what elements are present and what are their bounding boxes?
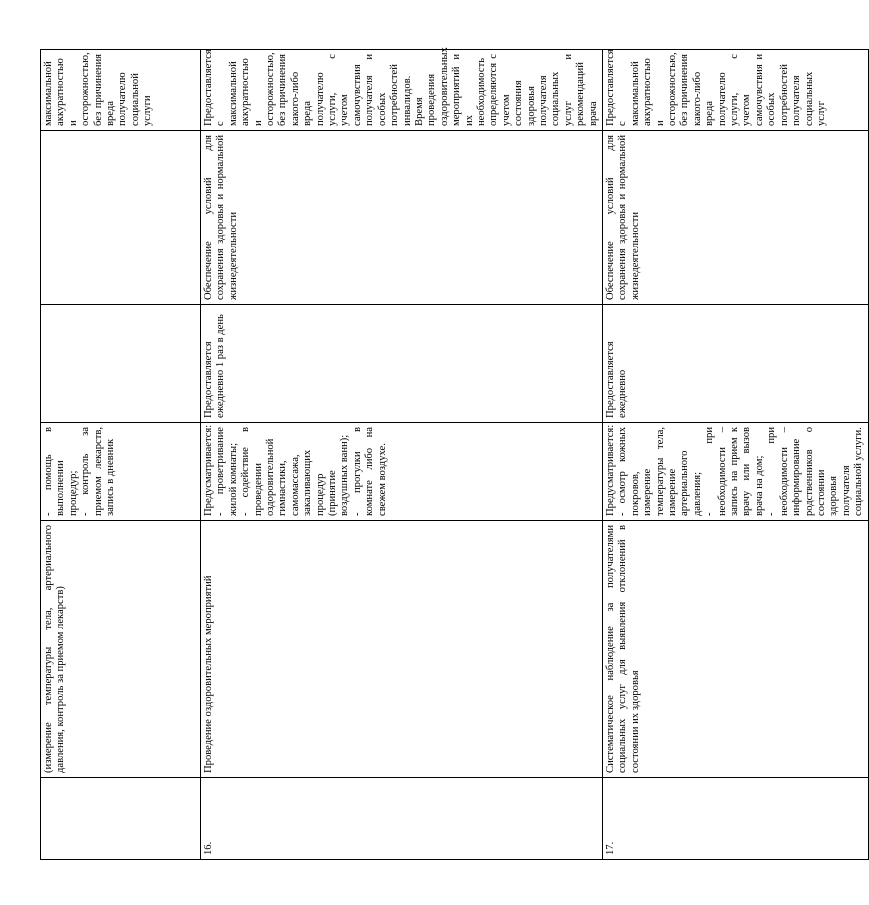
service-timing: Предоставляется ежедневно 1 раз в день [201,305,603,423]
content-line: - проветривание жилой комнаты; [215,427,239,516]
table-row [201,50,603,860]
service-timing: Предоставляется ежедневно [603,305,869,423]
content-line: - осмотр кожных покровов, измерение температуры тела, измерение артериального давления; [617,427,703,516]
table-row [41,50,201,860]
table-row [603,50,869,860]
row-number: 16. [201,778,603,860]
content-line: Предусматривается: [605,424,616,516]
service-conditions: Предоставляется с максимальной аккуратностью и осторожностью, без причинения какого-либо вреда получателю услуги, с учетом самочувствия и особых потребностей получателя социальных услуг [603,50,869,131]
service-purpose: Обеспечение условий для сохранения здоровья и нормальной жизнедеятельности [201,131,603,305]
service-name: Систематическое наблюдение за получателями социальных услуг для выявления отклонений в состоянии их здоровья [603,521,869,778]
service-content [201,423,603,521]
content-line: - при необходимости – информирование родственников о состоянии здоровья получателя социальной услуги. [766,427,865,516]
service-conditions: Предоставляется с максимальной аккуратностью и осторожностью, без причинения какого-либо вреда получателю услуги, с учетом самочувствия получателя и особых потребностей инвалидов. Время проведения оздоровительных мероприятий и их необходимость определяются с учетом состояния здоровья получателя социальных услуг и рекомендаций врача [201,50,603,131]
service-name: (измерение температуры тела, артериального давления, контроль за приемом лекарств) [41,521,201,778]
content-line: Предусматривается: [203,424,214,516]
service-content [41,423,201,521]
content-line: - содействие в проведении оздоровительной гимнастики, самомассажа, закаливающих процедур (принятие воздушных ванн); [240,427,351,516]
content-line: - контроль за приемом лекарств, запись в дневник [80,427,117,516]
service-timing [41,305,201,423]
row-number [41,778,201,860]
service-purpose: Обеспечение условий для сохранения здоровья и нормальной жизнедеятельности [603,131,869,305]
service-conditions: максимальной аккуратностью и осторожностью, без причинения вреда получателю социальной услуги [41,50,201,131]
service-name: Проведение оздоровительных мероприятий [201,521,603,778]
rotated-table-container [40,47,865,860]
content-line: - при необходимости – запись на прием к врачу или вызов врача на дом; [704,427,765,516]
row-number: 17. [603,778,869,860]
content-line: - прогулки в комнате либо на свежем воздухе. [351,427,388,516]
content-line: - помощь в выполнении процедур; [43,427,79,516]
services-table [40,49,869,860]
service-content [603,423,869,521]
service-purpose [41,131,201,305]
